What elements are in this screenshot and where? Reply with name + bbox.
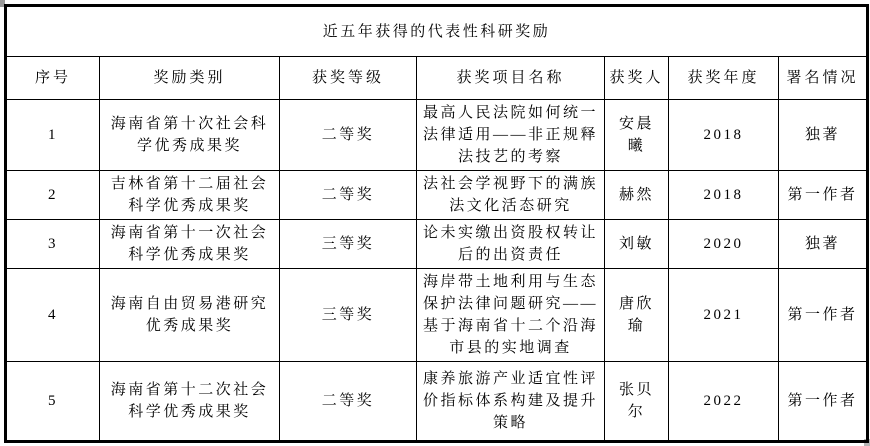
cell-level: 二等奖 [280, 100, 417, 171]
cell-year: 2018 [669, 100, 779, 171]
cell-winner: 刘敏 [605, 220, 669, 269]
table-title-row [6, 6, 868, 57]
cell-authorship: 独著 [779, 100, 868, 171]
table-row [6, 100, 868, 171]
cell-authorship: 第一作者 [779, 171, 868, 220]
cell-project: 最高人民法院如何统一法律适用——非正规释法技艺的考察 [417, 100, 605, 171]
cell-index: 5 [6, 362, 100, 442]
header-level: 获奖等级 [280, 57, 417, 100]
table-title: 近五年获得的代表性科研奖励 [6, 6, 868, 57]
cell-level: 二等奖 [280, 362, 417, 442]
cell-authorship: 独著 [779, 220, 868, 269]
cell-category: 海南省第十次社会科学优秀成果奖 [100, 100, 280, 171]
cell-winner: 赫然 [605, 171, 669, 220]
cell-level: 三等奖 [280, 220, 417, 269]
cell-category: 海南省第十一次社会科学优秀成果奖 [100, 220, 280, 269]
awards-table-container [4, 4, 866, 443]
cell-category: 吉林省第十二届社会科学优秀成果奖 [100, 171, 280, 220]
cell-project: 法社会学视野下的满族法文化活态研究 [417, 171, 605, 220]
cell-winner: 张贝尔 [605, 362, 669, 442]
cell-project: 海岸带土地利用与生态保护法律问题研究——基于海南省十二个沿海市县的实地调查 [417, 269, 605, 362]
cell-project: 康养旅游产业适宜性评价指标体系构建及提升策略 [417, 362, 605, 442]
cell-authorship: 第一作者 [779, 362, 868, 442]
cell-authorship: 第一作者 [779, 269, 868, 362]
table-row [6, 171, 868, 220]
table-row [6, 220, 868, 269]
cell-level: 三等奖 [280, 269, 417, 362]
cell-winner: 安晨曦 [605, 100, 669, 171]
cell-year: 2022 [669, 362, 779, 442]
cell-year: 2021 [669, 269, 779, 362]
cell-level: 二等奖 [280, 171, 417, 220]
table-row [6, 269, 868, 362]
cell-index: 4 [6, 269, 100, 362]
cell-winner: 唐欣瑜 [605, 269, 669, 362]
cell-category: 海南自由贸易港研究优秀成果奖 [100, 269, 280, 362]
cell-index: 1 [6, 100, 100, 171]
header-year: 获奖年度 [669, 57, 779, 100]
cell-year: 2020 [669, 220, 779, 269]
cell-year: 2018 [669, 171, 779, 220]
awards-table [4, 4, 869, 443]
header-winner: 获奖人 [605, 57, 669, 100]
cell-index: 2 [6, 171, 100, 220]
header-project: 获奖项目名称 [417, 57, 605, 100]
header-category: 奖励类别 [100, 57, 280, 100]
header-authorship: 署名情况 [779, 57, 868, 100]
cell-project: 论未实缴出资股权转让后的出资责任 [417, 220, 605, 269]
cell-category: 海南省第十二次社会科学优秀成果奖 [100, 362, 280, 442]
table-header-row [6, 57, 868, 100]
cell-index: 3 [6, 220, 100, 269]
table-row [6, 362, 868, 442]
header-index: 序号 [6, 57, 100, 100]
